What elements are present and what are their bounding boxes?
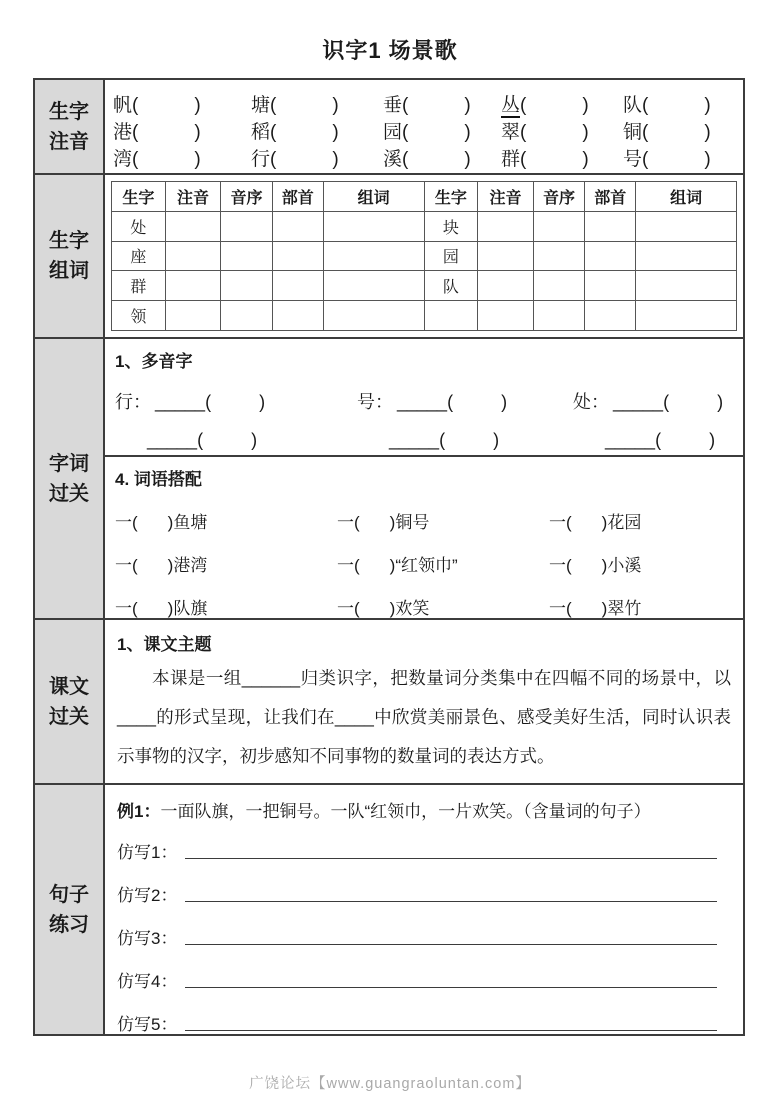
pinyin-unit [501,144,623,171]
char-cell: 队 [424,271,478,301]
char: 塘 [251,95,271,116]
char: 园 [383,122,403,143]
paren-close: ) [582,95,589,116]
empty-cell [221,271,272,301]
dapei-item [549,508,733,533]
duoyinzi-group [573,430,733,451]
measure-open: 一( [549,599,572,618]
empty-cell [585,211,636,241]
sidebar-label-zuci [35,175,105,337]
paren-close: ) [501,392,508,412]
paren-close: ) [194,95,201,116]
measure-open: 一( [115,513,138,532]
empty-cell [533,271,584,301]
empty-cell [585,241,636,271]
zuci-row [112,271,737,301]
imitation-label: 仿写4： [117,972,178,991]
measure-open: 一( [115,599,138,618]
paren-close: ) [704,149,711,170]
dapei-item [337,508,549,533]
paren-open: ( [642,149,649,170]
sidebar-label-text: 字词过关 [49,452,89,505]
paren-open: ( [270,122,277,143]
char: 稻 [251,122,271,143]
pinyin-row [113,90,737,117]
paren-close: ) [167,599,174,618]
empty-cell [323,241,424,271]
col-header: 音序 [533,182,584,212]
imitation-line [117,865,731,908]
paren-open: ( [205,392,212,412]
paren-close: ) [332,149,339,170]
empty-cell [478,271,534,301]
blank-underscore: _____ [397,392,448,412]
paren-open: ( [402,122,409,143]
paren-open: ( [520,95,527,116]
measure-open: 一( [337,599,360,618]
dapei-item [115,551,337,576]
dapei-word: 鱼塘 [173,513,208,532]
char-cell: 座 [112,241,166,271]
char-cell: 处 [112,211,166,241]
paren-close: ) [332,95,339,116]
paren-close: ) [709,430,716,450]
empty-cell [585,271,636,301]
measure-open: 一( [549,513,572,532]
char: 翠 [501,122,521,143]
pinyin-unit [623,144,737,171]
paren-close: ) [601,513,608,532]
paren-close: ) [389,599,396,618]
paren-open: ( [439,430,446,450]
empty-cell [221,301,272,331]
sidebar-label-kewen [35,620,105,783]
paren-close: ) [464,149,471,170]
paren-open: ( [132,122,139,143]
char: 队 [623,95,643,116]
imitation-label: 仿写2： [117,886,178,905]
pinyin-unit [383,144,501,171]
sidebar-label-text: 生字组词 [49,230,89,282]
dapei-word: 铜号 [395,513,430,532]
char: 号 [623,149,643,170]
worksheet-table [33,78,745,1036]
sidebar-label-text: 课文过关 [49,675,89,728]
pinyin-unit [623,90,737,117]
char-underlined: 丛 [501,95,521,116]
empty-cell [323,271,424,301]
paren-close: ) [704,122,711,143]
empty-cell [533,211,584,241]
imitation-label: 仿写3： [117,929,178,948]
duoyinzi-group [573,388,733,414]
dapei-item [115,508,337,533]
char: 港 [113,122,133,143]
empty-cell [636,301,737,331]
empty-cell [636,271,737,301]
paren-open: ( [520,122,527,143]
char: 溪 [383,149,403,170]
char: 行 [251,149,271,170]
pinyin-unit [113,90,251,117]
imitation-line [117,908,731,951]
blank-underscore: _____ [147,430,198,450]
col-header: 组词 [636,182,737,212]
paren-close: ) [582,122,589,143]
kewen-paragraph: 本课是一组______归类识字，把数量词分类集中在四幅不同的场景中，以____的形式呈现，让我们在____中欣赏美丽景色、感受美好生活，同时认识表示事物的汉字，初步感知不同事物的数量词的表达方式。 [117,668,731,766]
empty-cell [533,241,584,271]
paren-close: ) [493,430,500,450]
blank-underscore: _____ [155,392,206,412]
paren-close: ) [464,122,471,143]
col-header: 注音 [165,182,221,212]
paren-open: ( [270,149,277,170]
dapei-item [337,594,549,619]
empty-cell [478,211,534,241]
empty-cell [221,211,272,241]
paren-close: ) [389,556,396,575]
duoyinzi-line [115,388,733,414]
pinyin-unit [383,117,501,144]
char: 帆 [113,95,133,116]
paren-open: ( [520,149,527,170]
empty-cell [272,211,323,241]
zuci-row [112,301,737,331]
paren-open: ( [270,95,277,116]
dapei-item [115,594,337,619]
col-header: 注音 [478,182,534,212]
empty-cell [272,241,323,271]
dapei-word: 队旗 [173,599,208,618]
paren-open: ( [642,122,649,143]
dapei-word: 小溪 [607,556,642,575]
char: 群 [501,149,521,170]
pinyin-unit [623,117,737,144]
writing-line [185,900,717,902]
sidebar-label-pinyin [35,80,105,173]
empty-cell [636,211,737,241]
multi-sound-char: 行： [115,392,151,412]
char-cell: 块 [424,211,478,241]
measure-open: 一( [337,556,360,575]
empty-cell [165,211,221,241]
paren-open: ( [402,149,409,170]
paren-close: ) [704,95,711,116]
kewen-heading: 1、课文主题 [117,635,212,654]
imitation-label: 仿写5： [117,1015,178,1034]
sidebar-label-zici [35,339,105,618]
imitation-label: 仿写1： [117,843,178,862]
dapei-word: 欢笑 [395,599,430,618]
char-cell: 领 [112,301,166,331]
empty-cell [272,301,323,331]
char: 铜 [623,122,643,143]
dapei-item [549,594,733,619]
paren-close: ) [464,95,471,116]
duoyinzi-group [115,388,357,414]
duoyinzi-line [115,430,733,451]
char-cell: 园 [424,241,478,271]
writing-line [185,1029,717,1031]
multi-sound-char: 处： [573,392,609,412]
duoyinzi-group [357,388,573,414]
blank-underscore: _____ [605,430,656,450]
col-header: 生字 [424,182,478,212]
paren-open: ( [655,430,662,450]
paren-close: ) [167,513,174,532]
paren-close: ) [194,149,201,170]
paren-close: ) [717,392,724,412]
section-kewen [35,620,743,785]
pinyin-unit [113,144,251,171]
zuci-table [111,181,737,331]
paren-open: ( [197,430,204,450]
col-header: 音序 [221,182,272,212]
section-zuci [35,175,743,339]
duoyinzi-group [115,430,357,451]
dapei-item [337,551,549,576]
paren-close: ) [389,513,396,532]
dapei-row [115,594,733,619]
empty-cell [636,241,737,271]
writing-line [185,857,717,859]
empty-cell [323,211,424,241]
pinyin-unit [501,117,623,144]
empty-cell [165,241,221,271]
empty-cell [533,301,584,331]
empty-cell [165,271,221,301]
paren-close: ) [601,599,608,618]
empty-cell [221,241,272,271]
zuci-row [112,211,737,241]
pinyin-unit [113,117,251,144]
page-title: 识字1 场景歌 [322,38,458,63]
example-sentence [117,797,731,822]
paren-open: ( [132,149,139,170]
col-header: 组词 [323,182,424,212]
empty-cell [585,301,636,331]
dapei-word: “红领巾” [395,556,458,575]
duoyinzi-heading: 1、多音字 [115,352,193,371]
duoyinzi-block [105,339,743,457]
pinyin-unit [501,90,623,117]
paren-close: ) [194,122,201,143]
empty-cell [323,301,424,331]
paren-close: ) [582,149,589,170]
paren-open: ( [642,95,649,116]
blank-underscore: _____ [613,392,664,412]
measure-open: 一( [115,556,138,575]
blank-underscore: _____ [389,430,440,450]
pinyin-unit [251,90,383,117]
imitation-line [117,822,731,865]
dapei-item [549,551,733,576]
dapei-word: 花园 [607,513,642,532]
section-pinyin [35,80,743,175]
char: 垂 [383,95,403,116]
dapei-word: 翠竹 [607,599,642,618]
dapei-block [105,457,743,618]
example-text: 一面队旗，一把铜号。一队“红领巾，一片欢笑。（含量词的句子） [160,802,651,821]
zuci-row [112,241,737,271]
paren-close: ) [251,430,258,450]
paren-close: ) [601,556,608,575]
section-zici [35,339,743,620]
col-header: 生字 [112,182,166,212]
dapei-word: 港湾 [173,556,208,575]
paren-close: ) [259,392,266,412]
paren-open: ( [663,392,670,412]
pinyin-grid [105,80,743,173]
multi-sound-char: 号： [357,392,393,412]
measure-open: 一( [549,556,572,575]
pinyin-unit [251,144,383,171]
paren-open: ( [447,392,454,412]
empty-cell [165,301,221,331]
writing-line [185,986,717,988]
char-cell [424,301,478,331]
sidebar-label-text: 生字注音 [49,100,89,153]
pinyin-unit [251,117,383,144]
dapei-heading: 4. 词语搭配 [115,470,202,489]
sidebar-label-text: 句子练习 [49,883,89,936]
dapei-row [115,551,733,576]
imitation-line [117,951,731,994]
writing-line [185,943,717,945]
zuci-header-row [112,182,737,212]
measure-open: 一( [337,513,360,532]
duoyinzi-group [357,430,573,451]
char: 湾 [113,149,133,170]
col-header: 部首 [585,182,636,212]
dapei-row [115,508,733,533]
pinyin-row [113,117,737,144]
imitation-line [117,994,731,1037]
sidebar-label-juzi [35,785,105,1034]
paren-open: ( [132,95,139,116]
section-juzi [35,785,743,1034]
char-cell: 群 [112,271,166,301]
paren-close: ) [167,556,174,575]
footer-watermark: 广饶论坛【www.guangraoluntan.com】 [249,1076,531,1092]
empty-cell [272,271,323,301]
pinyin-row [113,144,737,171]
col-header: 部首 [272,182,323,212]
paren-close: ) [332,122,339,143]
empty-cell [478,241,534,271]
paren-open: ( [402,95,409,116]
example-label: 例1： [117,802,161,821]
empty-cell [478,301,534,331]
pinyin-unit [383,90,501,117]
